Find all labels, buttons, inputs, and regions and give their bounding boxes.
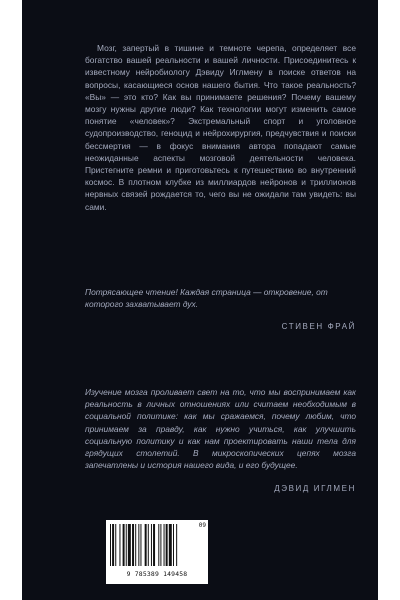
barcode-bar xyxy=(169,524,172,566)
barcode-bar xyxy=(138,524,139,566)
barcode-bar xyxy=(140,524,141,566)
barcode-bar xyxy=(123,524,125,566)
barcode-bar xyxy=(148,524,149,566)
barcode-bar xyxy=(132,524,134,566)
barcode-bar xyxy=(145,524,147,566)
quote-fry-author: СТИВЕН ФРАЙ xyxy=(281,322,356,331)
barcode-bar xyxy=(119,524,120,566)
barcode-bars xyxy=(106,520,208,570)
barcode-bar xyxy=(173,524,174,566)
barcode-bar xyxy=(158,524,159,566)
quote-eagleman-author: ДЭВИД ИГЛМЕН xyxy=(274,484,356,493)
book-description: Мозг, запертый в тишине и темноте черепа, определяет все богатство вашей реальности и вашей личности. Присоединитесь к известному нейробиологу Дэвиду Иглмену в поиске ответов на вопросы, касающиеся основ нашего бытия. Что такое реальность? «Вы» — это кто? Как вы принимаете решения? Почему вашему мозгу нужны другие люди? Как технологии могут изменить самое понятие «человек»? Экстремальный спорт и уголовное судопроизводство, геноцид и нейрохирургия, предчувствия и поиски бессмертия — в фокус внимания автора попадают самые неожиданные аспекты мозговой деятельности человека. Пристегните ремни и приготовьтесь к путешествию во внутренний космос. В плотном клубке из миллиардов нейронов и триллионов нервных связей рождается то, чего вы не ожидали там увидеть: вы сами. xyxy=(85,43,356,212)
barcode-bar xyxy=(153,524,155,566)
back-cover xyxy=(22,0,378,600)
barcode-bar xyxy=(126,524,127,566)
barcode-bar xyxy=(128,524,131,566)
barcode-bar xyxy=(110,524,111,566)
barcode-bar xyxy=(151,524,152,566)
barcode-addon-digits: 09 xyxy=(198,522,206,529)
quote-eagleman-text: Изучение мозга проливает свет на то, что мы воспринимаем как реальность в личных отношениях или считаем необходимым в социальной политике: как мы сражаемся, почему любим, что принимаем за правду, как нужно учиться, как улучшить социальную политику и как нам проектировать наши тела для грядущих столетий. В микроскопических цепях мозга запечатлены и история нашего вида, и его будущее. xyxy=(85,387,356,471)
barcode-bar xyxy=(160,524,161,566)
barcode-bar xyxy=(164,524,165,566)
barcode-bar xyxy=(176,524,177,566)
barcode-bar xyxy=(135,524,136,566)
isbn-barcode xyxy=(106,520,208,584)
barcode-bar xyxy=(115,524,116,566)
quote-fry-text: Потрясающее чтение! Каждая страница — откровение, от которого захватывает дух. xyxy=(85,287,328,310)
isbn-digits: 9 785389 149458 xyxy=(126,570,188,578)
barcode-bar xyxy=(166,524,168,566)
barcode-bar xyxy=(112,524,114,566)
